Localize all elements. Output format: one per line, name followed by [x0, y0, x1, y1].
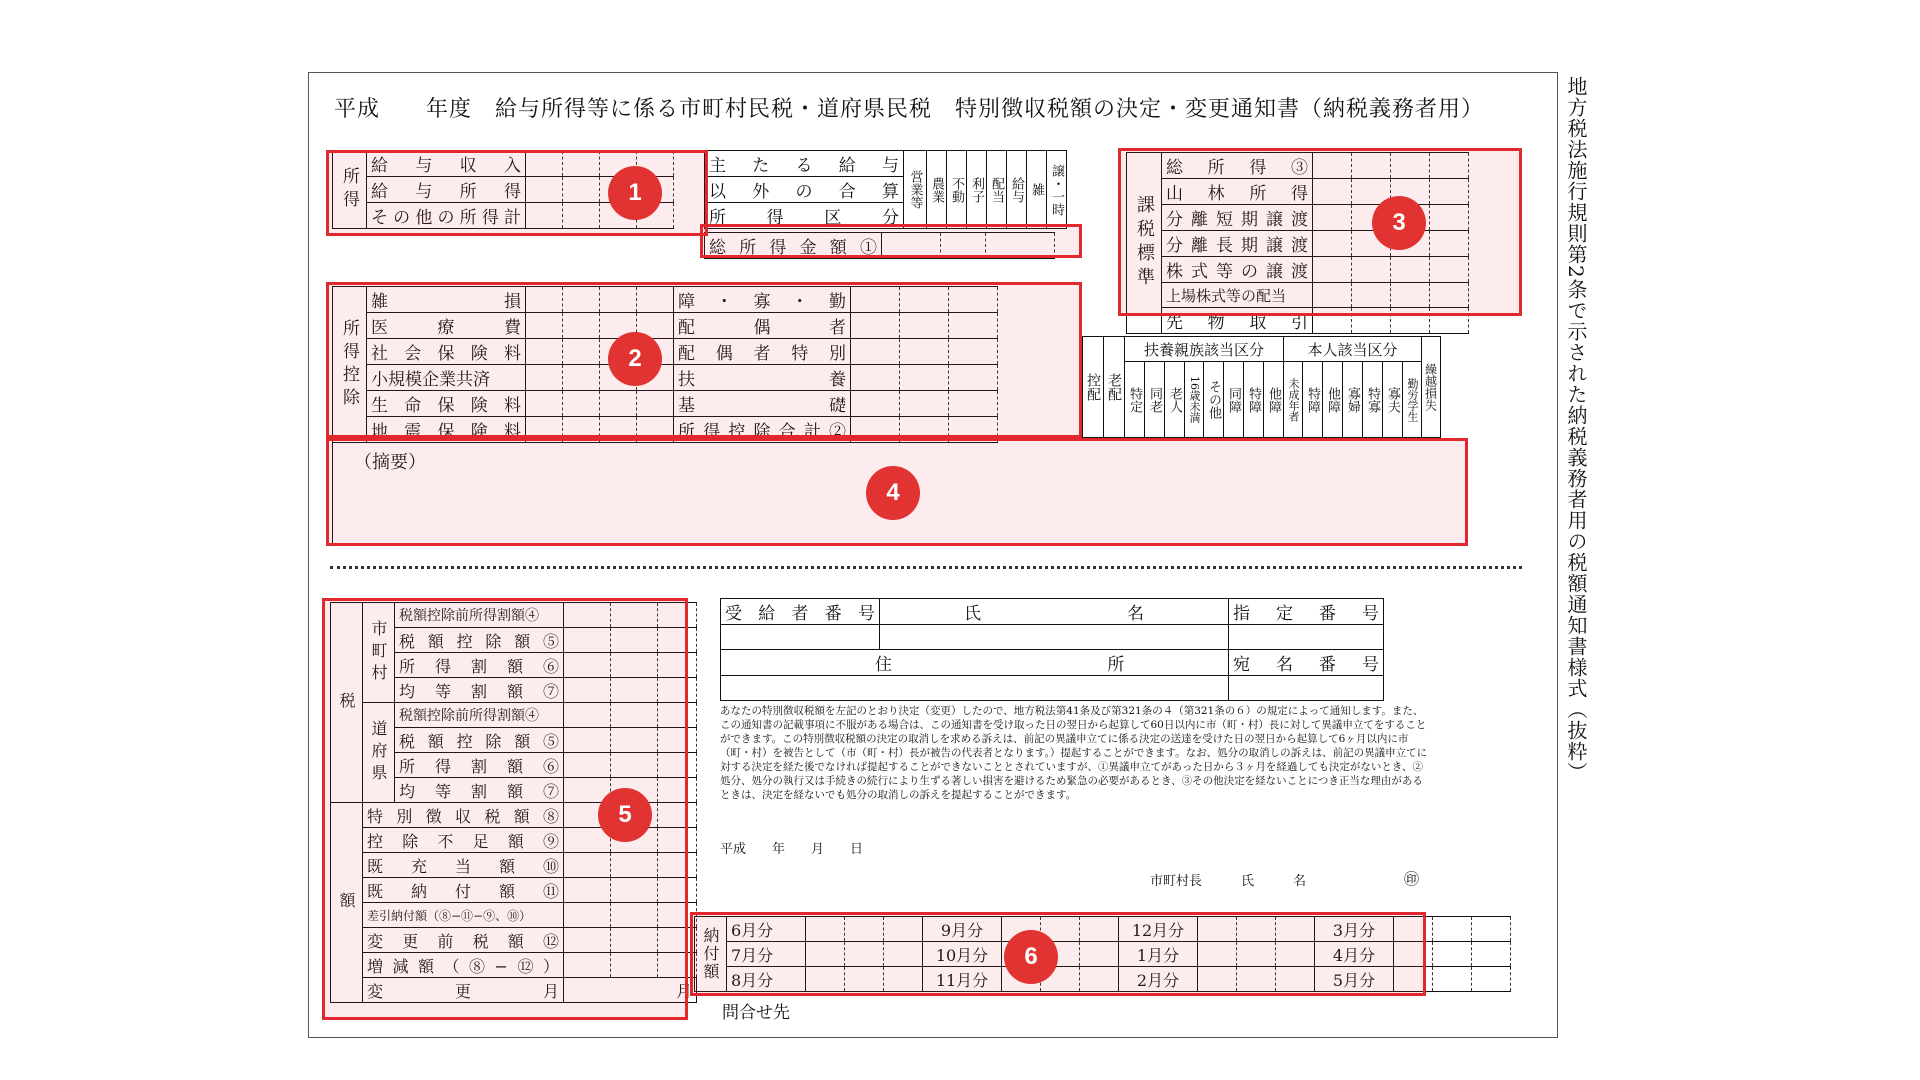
- honin-col: 特寡: [1363, 362, 1383, 438]
- deduction-label: 雑損: [367, 287, 526, 313]
- month-label: 5月分: [1315, 967, 1394, 992]
- kind-label: 利子: [967, 151, 987, 229]
- shitei-label: 指定番号: [1229, 599, 1384, 625]
- side-caption: 地方税法施行規則第2条で示された納税義務者用の税額通知書様式（抜粋）: [1564, 76, 1588, 783]
- tax-bottom-row-label: 控除不足額⑨: [363, 828, 564, 853]
- honin-col: 他障: [1323, 362, 1343, 438]
- fuyo-col: 特障: [1244, 362, 1264, 438]
- honin-col: 寡夫: [1383, 362, 1403, 438]
- tax-base-row-label: 分離短期譲渡: [1162, 205, 1313, 231]
- income-right-table: [704, 150, 1067, 229]
- notice-text: あなたの特別徴収税額を左記のとおり決定（変更）したので、地方税法第41条及び第321条の４（第321条の６）の規定によって通知します。また、この通知書の記載事項に不服がある場合は、この通知書を受け取った日の翌日から起算して60日以内に市（町・村）長に対して異議申立てをすることができます。この特別徴収税額の決定の取消しを求める訴えは、前記の異議申立てに係る決定の送達を受けた日の翌日から起算して6ヶ月以内に市（町・村）を被告として（市（町・村）長が被告の代表者となります。）提起することができます。なお、処分の取消しの訴えは、前記の異議申立てに対する決定を経た後でなければ提起することができないこととされていますが、①異議申立てがあった日から３ヶ月を経過しても決定がないとき、②処分、処分の執行又は手続きの続行により生ずる著しい損害を避けるため緊急の必要があるとき、③その他決定を経ないことにつき正当な理由があるときは、決定を経ないでも処分の取消しの訴えを提起することができます。: [720, 705, 1428, 801]
- month-label: 6月分: [727, 917, 806, 942]
- date-line: 平成 年 月 日: [720, 842, 864, 857]
- pref-row-label: 税額控除額⑤: [395, 728, 564, 753]
- deduction-label: 小規模企業共済: [367, 365, 526, 391]
- month-label: 7月分: [727, 942, 806, 967]
- honin-col: 未成年者: [1284, 362, 1303, 438]
- deduction-label: 社会保険料: [367, 339, 526, 365]
- kind-label: 不動: [947, 151, 967, 229]
- deduction-right-label: 扶養: [674, 365, 851, 391]
- jukyu-label: 受給者番号: [721, 599, 880, 625]
- honin-header: 本人該当区分: [1284, 337, 1422, 362]
- shimei-b: 名: [1127, 604, 1144, 624]
- deduction-right-label: 配偶者: [674, 313, 851, 339]
- fuyo-header: 扶養親族該当区分: [1125, 337, 1284, 362]
- kind-label: 給与: [1007, 151, 1027, 229]
- tax-base-group-label: 課税標準: [1127, 153, 1162, 334]
- deduction-right-label: 基礎: [674, 391, 851, 417]
- month-label: 8月分: [727, 967, 806, 992]
- shimei-a: 氏: [964, 604, 981, 624]
- summary-label: （摘要）: [354, 452, 426, 473]
- fuyo-col: 同障: [1224, 362, 1244, 438]
- fuyo-col: 他障: [1264, 362, 1284, 438]
- income-right-label: 以外の合算: [705, 177, 904, 203]
- month-label: 3月分: [1315, 917, 1394, 942]
- income-row-label: その他の所得計: [367, 203, 526, 229]
- month-label: 12月分: [1119, 917, 1198, 942]
- amount-label: 額: [331, 803, 363, 1003]
- deductions-group-label: 所得控除: [333, 287, 367, 443]
- deduction-label: 医療費: [367, 313, 526, 339]
- badge-3: 3: [1372, 196, 1426, 250]
- tax-base-row-label: 株式等の譲渡: [1162, 257, 1313, 283]
- tax-label: 税: [331, 603, 363, 803]
- tax-bottom-row-label: 増減額（⑧−⑫）: [363, 953, 564, 978]
- fuyo-col: 同老: [1145, 362, 1165, 438]
- city-row-label: 税額控除額⑤: [395, 628, 564, 653]
- change-month-label: 変更月: [363, 978, 564, 1003]
- pref-row-label: 税額控除前所得割額④: [395, 703, 564, 728]
- honin-col: 特障: [1303, 362, 1323, 438]
- toiawase-label: 問合せ先: [722, 1003, 790, 1023]
- tax-bottom-row-label: 既充当額⑩: [363, 853, 564, 878]
- kind-label: 営業等: [904, 151, 927, 229]
- tax-base-row-label: 先物取引: [1162, 308, 1313, 334]
- income-right-label: 所得区分: [705, 203, 904, 229]
- fuyo-col: 特定: [1125, 362, 1145, 438]
- badge-4: 4: [866, 466, 920, 520]
- tax-bottom-row-label: 特別徴収税額⑧: [363, 803, 564, 828]
- month-label: 11月分: [923, 967, 1002, 992]
- tax-base-row-label: 総所得③: [1162, 153, 1313, 179]
- badge-5: 5: [598, 788, 652, 842]
- deduction-right-label: 所得控除合計②: [674, 417, 851, 443]
- rou-label: 老配: [1104, 337, 1125, 438]
- tax-bottom-row-label: 既納付額⑪: [363, 878, 564, 903]
- month-label: 1月分: [1119, 942, 1198, 967]
- month-label: 4月分: [1315, 942, 1394, 967]
- tax-base-row-label: 分離長期譲渡: [1162, 231, 1313, 257]
- total-income-label: 総所得金額①: [705, 233, 882, 259]
- seal-mark: ㊞: [1404, 870, 1420, 888]
- income-group-label: 所得: [333, 151, 367, 229]
- tax-base-row-label: 山林所得: [1162, 179, 1313, 205]
- tax-bottom-row-label: 変更前税額⑫: [363, 928, 564, 953]
- month-label: 9月分: [923, 917, 1002, 942]
- deduction-right-label: 障・寡・勤: [674, 287, 851, 313]
- jusho-b: 所: [1107, 655, 1125, 675]
- form-title: 平成 年度 給与所得等に係る市町村民税・道府県民税 特別徴収税額の決定・変更通知書（納税義務者用）: [334, 97, 1485, 122]
- cut-line: [330, 566, 1522, 569]
- kou-label: 控配: [1083, 337, 1104, 438]
- deduction-label: 地震保険料: [367, 417, 526, 443]
- month-label: 2月分: [1119, 967, 1198, 992]
- kind-label: 農業: [927, 151, 947, 229]
- tax-base-row-label: 上場株式等の配当: [1162, 283, 1313, 308]
- city-row-label: 税額控除前所得割額④: [395, 603, 564, 628]
- kind-label: 配当: [987, 151, 1007, 229]
- highlight-region-2: [326, 282, 1082, 438]
- badge-1: 1: [608, 166, 662, 220]
- dependents-table: [1082, 336, 1441, 438]
- fuyo-col: 16歳未満: [1185, 362, 1204, 438]
- badge-2: 2: [608, 332, 662, 386]
- kurikoshi-label: 繰越損失: [1422, 337, 1441, 438]
- highlight-region-1b: [700, 224, 1082, 258]
- badge-6: 6: [1004, 930, 1058, 984]
- city-row-label: 均等割額⑦: [395, 678, 564, 703]
- highlight-region-6: [690, 912, 1426, 996]
- honin-col: 寡婦: [1343, 362, 1363, 438]
- payment-label: 納付額: [695, 917, 727, 992]
- month-label: 10月分: [923, 942, 1002, 967]
- tax-bottom-row-label: 差引納付額（⑧−⑪−⑨、⑩）: [363, 903, 564, 928]
- highlight-region-3: [1118, 148, 1522, 316]
- deduction-right-label: 配偶者特別: [674, 339, 851, 365]
- atena-label: 宛名番号: [1229, 650, 1384, 676]
- deduction-label: 生命保険料: [367, 391, 526, 417]
- honin-col: 勤労学生: [1403, 362, 1422, 438]
- income-row-label: 給与収入: [367, 151, 526, 177]
- city-row-label: 所得割額⑥: [395, 653, 564, 678]
- recipient-table: [720, 598, 1384, 701]
- month-suffix: 月: [564, 978, 697, 1003]
- fuyo-col: その他: [1204, 362, 1224, 438]
- fuyo-col: 老人: [1165, 362, 1185, 438]
- pref-row-label: 均等割額⑦: [395, 778, 564, 803]
- city-label: 市町村: [363, 603, 395, 703]
- kind-label: 雑: [1027, 151, 1047, 229]
- income-right-label: 主たる給与: [705, 151, 904, 177]
- pref-row-label: 所得割額⑥: [395, 753, 564, 778]
- kind-label: 譲・一時: [1047, 151, 1067, 229]
- pref-label: 道府県: [363, 703, 395, 803]
- mayor-line: 市町村長 氏 名: [1150, 874, 1307, 889]
- income-row-label: 給与所得: [367, 177, 526, 203]
- jusho-a: 住: [875, 655, 892, 675]
